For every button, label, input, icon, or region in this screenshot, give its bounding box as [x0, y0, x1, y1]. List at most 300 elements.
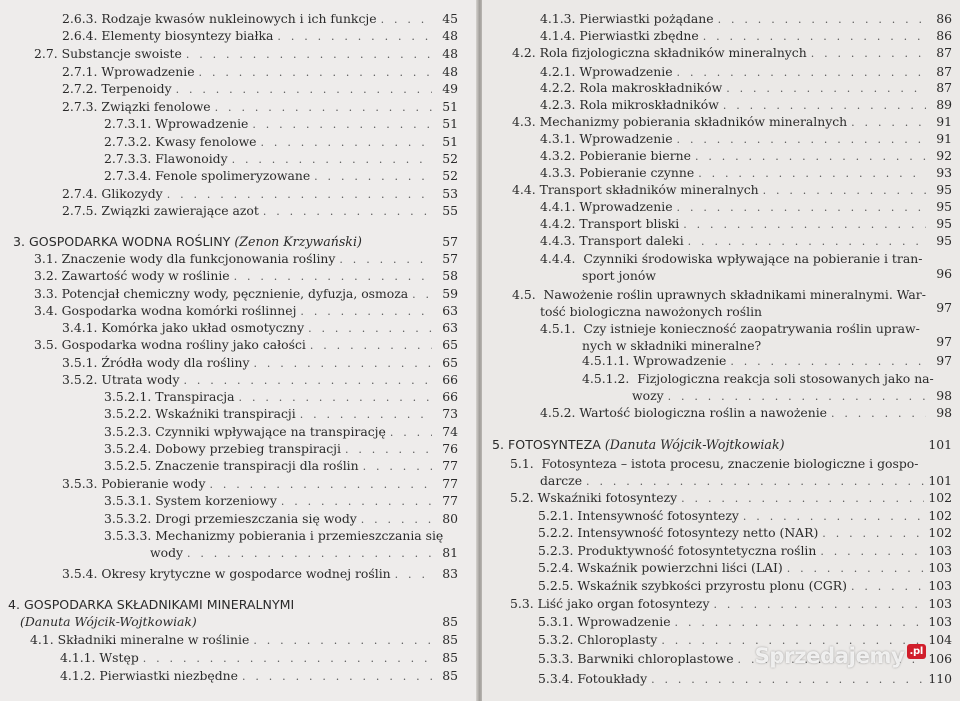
leader-dots — [183, 373, 432, 388]
entry-number: 4.2.1. — [540, 64, 576, 79]
entry-number: 3.4. — [34, 303, 58, 318]
watermark-badge: .pl — [907, 644, 927, 659]
entry-page: 103 — [928, 614, 952, 629]
chapter-author-line — [20, 614, 197, 629]
entry-number: 4.4.1. — [540, 199, 576, 214]
entry-page: 98 — [936, 405, 952, 420]
leader-dots — [412, 287, 432, 302]
toc-entry — [34, 337, 458, 353]
toc-entry — [62, 355, 458, 371]
entry-page: 87 — [936, 80, 952, 95]
entry-number: 3.1. — [34, 251, 58, 266]
entry-page: 73 — [442, 406, 458, 421]
entry-number: 2.7.4. — [62, 186, 98, 201]
entry-title: Pobieranie wody — [101, 476, 206, 491]
entry-number: 3.5.2. — [62, 372, 98, 387]
leader-dots — [199, 65, 432, 80]
toc-entry-continuation — [632, 388, 952, 404]
entry-number: 4.2.2. — [540, 80, 576, 95]
leader-dots — [713, 597, 924, 612]
entry-page: 52 — [442, 151, 458, 166]
toc-entry — [582, 371, 934, 386]
entry-page: 85 — [442, 650, 458, 665]
entry-number: 3.5.2.1. — [104, 389, 152, 404]
entry-title-cont: wozy — [632, 388, 664, 403]
entry-number: 5.2.3. — [538, 543, 574, 558]
entry-title: Transport składników mineralnych — [539, 182, 759, 197]
toc-entry — [104, 134, 458, 150]
entry-number: 4.3.3. — [540, 165, 576, 180]
entry-number: 5.3.1. — [538, 614, 574, 629]
entry-page: 51 — [442, 99, 458, 114]
entry-number: 3.5.3.1. — [104, 493, 152, 508]
entry-page: 65 — [442, 355, 458, 370]
entry-page: 85 — [442, 632, 458, 647]
leader-dots — [683, 217, 926, 232]
toc-entry — [104, 511, 458, 527]
toc-entry — [510, 596, 952, 612]
entry-page: 76 — [442, 441, 458, 456]
leader-dots — [677, 65, 926, 80]
entry-page: 92 — [936, 148, 952, 163]
toc-entry — [104, 441, 458, 457]
entry-page: 103 — [928, 560, 952, 575]
leader-dots — [820, 544, 924, 559]
toc-entry — [512, 45, 952, 61]
toc-entry — [34, 251, 458, 267]
entry-number: 2.7.3.2. — [104, 134, 152, 149]
leader-dots — [339, 252, 432, 267]
toc-entry — [104, 406, 458, 422]
chapter-author: (Danuta Wójcik-Wojtkowiak) — [20, 614, 197, 629]
leader-dots — [675, 615, 925, 630]
entry-title: Flawonoidy — [155, 151, 228, 166]
entry-page: 63 — [442, 303, 458, 318]
entry-page: 103 — [928, 578, 952, 593]
entry-title: Zawartość wody w roślinie — [61, 268, 230, 283]
leader-dots — [234, 269, 432, 284]
entry-page: 95 — [936, 216, 952, 231]
entry-number: 3.5.2.3. — [104, 424, 152, 439]
leader-dots — [718, 12, 926, 27]
chapter-heading — [13, 234, 362, 249]
toc-entry — [62, 99, 458, 115]
entry-title: Wprowadzenie — [579, 64, 673, 79]
leader-dots — [811, 46, 926, 61]
entry-page: 89 — [936, 97, 952, 112]
leader-dots — [261, 135, 432, 150]
toc-entry — [512, 114, 952, 130]
entry-title: Wprowadzenie — [577, 614, 671, 629]
entry-page: 55 — [442, 203, 458, 218]
leader-dots — [726, 81, 926, 96]
chapter-heading — [8, 597, 294, 612]
entry-number: 4.4.4. — [540, 251, 576, 266]
toc-entry — [34, 303, 458, 319]
entry-title: Wprowadzenie — [579, 131, 673, 146]
entry-number: 5.1. — [510, 456, 534, 471]
toc-entry — [538, 560, 952, 576]
leader-dots — [395, 567, 432, 582]
entry-title: Dobowy przebieg transpiracji — [155, 441, 341, 456]
entry-number: 4.5.1.1. — [582, 353, 630, 368]
entry-title: Fizjologiczna reakcja soli stosowanych jako na- — [637, 371, 934, 386]
entry-number: 4.1.1. — [60, 650, 96, 665]
entry-page: 91 — [936, 114, 952, 129]
entry-title: Pierwiastki zbędne — [579, 28, 699, 43]
toc-entry — [62, 81, 458, 97]
toc-entry — [34, 268, 458, 284]
entry-page: 45 — [442, 11, 458, 26]
entry-title-cont: wody — [150, 545, 183, 560]
entry-title: Gospodarka wodna komórki roślinnej — [61, 303, 297, 318]
entry-page: 51 — [442, 116, 458, 131]
chapter-number: 4. — [8, 597, 21, 612]
entry-page: 103 — [928, 543, 952, 558]
toc-entry — [62, 203, 458, 219]
entry-number: 2.7.3.3. — [104, 151, 152, 166]
entry-title: Pierwiastki niezbędne — [99, 668, 238, 683]
entry-title-cont: sport jonów — [582, 268, 656, 283]
entry-title: Produktywność fotosyntetyczna roślin — [577, 543, 817, 558]
toc-entry-continuation — [540, 473, 952, 489]
leader-dots — [345, 442, 432, 457]
leader-dots — [277, 29, 432, 44]
entry-number: 4.1. — [30, 632, 54, 647]
entry-page: 57 — [442, 234, 458, 249]
watermark-text: Sprzedajemy — [754, 644, 905, 668]
toc-entry — [510, 490, 952, 506]
toc-entry — [538, 525, 952, 541]
entry-page: 102 — [928, 490, 952, 505]
entry-title: Składniki mineralne w roślinie — [57, 632, 250, 647]
entry-title: Komórka jako układ osmotyczny — [101, 320, 305, 335]
entry-title: Związki fenolowe — [101, 99, 211, 114]
entry-number: 4.1.4. — [540, 28, 576, 43]
leader-dots — [677, 200, 926, 215]
toc-entry — [62, 28, 458, 44]
leader-dots — [390, 425, 432, 440]
entry-number: 5.3.3. — [538, 651, 574, 666]
entry-title: Wprowadzenie — [579, 199, 673, 214]
entry-title: Okresy krytyczne w gospodarce wodnej roślin — [101, 566, 391, 581]
toc-entry — [512, 182, 952, 198]
entry-title: Znaczenie transpiracji dla roślin — [155, 458, 359, 473]
entry-page: 101 — [928, 473, 952, 488]
entry-number: 4.5.2. — [540, 405, 576, 420]
leader-dots — [186, 47, 432, 62]
toc-entry-continuation — [582, 268, 656, 283]
leader-dots — [232, 152, 432, 167]
leader-dots — [167, 187, 432, 202]
entry-number: 2.7.1. — [62, 64, 98, 79]
entry-page: 48 — [442, 46, 458, 61]
entry-page: 95 — [936, 199, 952, 214]
entry-number: 5.3.2. — [538, 632, 574, 647]
toc-entry — [104, 389, 458, 405]
toc-entry — [540, 216, 952, 232]
toc-entry — [540, 131, 952, 147]
leader-dots — [668, 389, 926, 404]
chapter-title: FOTOSYNTEZA — [508, 437, 601, 452]
entry-page: 98 — [936, 388, 952, 403]
entry-title: Fenole spolimeryzowane — [155, 168, 311, 183]
entry-page: 110 — [928, 671, 952, 686]
toc-entry — [582, 353, 952, 369]
entry-number: 3.5.2.5. — [104, 458, 152, 473]
entry-number: 3.4.1. — [62, 320, 98, 335]
toc-entry — [510, 456, 918, 471]
entry-title: Wskaźnik powierzchni liści (LAI) — [577, 560, 783, 575]
toc-entry — [538, 508, 952, 524]
entry-page: 85 — [442, 668, 458, 683]
entry-page: 97 — [936, 334, 952, 349]
leader-dots — [743, 509, 924, 524]
toc-entry — [540, 97, 952, 113]
entry-title: Rodzaje kwasów nukleinowych i ich funkcje — [101, 11, 377, 26]
entry-title: Czynniki wpływające na transpirację — [155, 424, 386, 439]
leader-dots — [831, 406, 926, 421]
leader-dots — [703, 29, 926, 44]
entry-page: 65 — [442, 337, 458, 352]
toc-entry — [62, 320, 458, 336]
entry-title: Nawożenie roślin uprawnych składnikami mineralnymi. War- — [543, 287, 926, 302]
toc-entry — [540, 199, 952, 215]
leader-dots — [253, 633, 432, 648]
leader-dots — [143, 651, 432, 666]
chapter-author: (Danuta Wójcik-Wojtkowiak) — [604, 437, 785, 452]
entry-title-cont: darcze — [540, 473, 583, 488]
leader-dots — [300, 304, 432, 319]
toc-entry — [104, 424, 458, 440]
toc-entry — [540, 321, 920, 336]
right-page — [482, 0, 960, 701]
entry-title: Gospodarka wodna rośliny jako całości — [61, 337, 306, 352]
entry-page: 86 — [936, 11, 952, 26]
entry-number: 3.5.4. — [62, 566, 98, 581]
entry-number: 2.7.2. — [62, 81, 98, 96]
entry-number: 4.4.2. — [540, 216, 576, 231]
entry-title: Fotoukłady — [577, 671, 648, 686]
entry-title: Mechanizmy pobierania składników mineralnych — [539, 114, 848, 129]
entry-page: 51 — [442, 134, 458, 149]
toc-entry — [512, 287, 926, 302]
entry-number: 4.5.1. — [540, 321, 576, 336]
entry-page: 103 — [928, 596, 952, 611]
entry-page: 48 — [442, 28, 458, 43]
entry-page: 86 — [936, 28, 952, 43]
entry-page: 101 — [928, 437, 952, 452]
toc-entry — [62, 476, 458, 492]
entry-number: 2.7.3.1. — [104, 116, 152, 131]
leader-dots — [263, 204, 432, 219]
toc-entry — [540, 233, 952, 249]
entry-number: 3.5.3.3. — [104, 528, 152, 543]
entry-number: 5.3.4. — [538, 671, 574, 686]
entry-page: 52 — [442, 168, 458, 183]
entry-page: 104 — [928, 632, 952, 647]
entry-title: Znaczenie wody dla funkcjonowania rośliny — [61, 251, 336, 266]
entry-title: Pobieranie bierne — [579, 148, 691, 163]
chapter-number: 3. — [13, 234, 26, 249]
entry-title: Utrata wody — [101, 372, 180, 387]
toc-entry — [104, 168, 458, 184]
entry-page: 102 — [928, 508, 952, 523]
leader-dots — [281, 494, 432, 509]
entry-page: 74 — [442, 424, 458, 439]
entry-title: Elementy biosyntezy białka — [101, 28, 274, 43]
entry-number: 5.2.4. — [538, 560, 574, 575]
leader-dots — [254, 356, 433, 371]
toc-entry — [540, 165, 952, 181]
entry-number: 4.3. — [512, 114, 536, 129]
toc-entry — [34, 286, 458, 302]
toc-entry — [538, 578, 952, 594]
entry-title: System korzeniowy — [155, 493, 277, 508]
entry-number: 2.6.3. — [62, 11, 98, 26]
toc-entry — [540, 80, 952, 96]
leader-dots — [677, 132, 926, 147]
entry-title: Barwniki chloroplastowe — [577, 651, 734, 666]
entry-title: Liść jako organ fotosyntezy — [537, 596, 710, 611]
toc-entry — [104, 493, 458, 509]
entry-number: 4.3.2. — [540, 148, 576, 163]
entry-number: 2.6.4. — [62, 28, 98, 43]
entry-number: 4.4. — [512, 182, 536, 197]
leader-dots — [787, 561, 925, 576]
entry-title: Fotosynteza – istota procesu, znaczenie biologiczne i gospo- — [541, 456, 919, 471]
toc-entry — [60, 650, 458, 666]
entry-title: Drogi przemieszczania się wody — [155, 511, 357, 526]
entry-title: Wskaźnik szybkości przyrostu plonu (CGR) — [577, 578, 847, 593]
leader-dots — [851, 579, 924, 594]
toc-entry — [104, 458, 458, 474]
entry-page: 49 — [442, 81, 458, 96]
toc-entry — [104, 528, 443, 543]
entry-page: 87 — [936, 64, 952, 79]
entry-number: 4.3.1. — [540, 131, 576, 146]
entry-title-cont: nych w składniki mineralne? — [582, 338, 762, 353]
leader-dots — [187, 546, 432, 561]
entry-page: 97 — [936, 300, 952, 315]
toc-entry — [104, 116, 458, 132]
entry-number: 4.1.3. — [540, 11, 576, 26]
entry-title: Transpiracja — [155, 389, 235, 404]
entry-title: Czynniki środowiska wpływające na pobieranie i tran- — [583, 251, 923, 266]
leader-dots — [651, 672, 924, 687]
toc-entry — [62, 11, 458, 27]
entry-page: 95 — [936, 233, 952, 248]
watermark-logo — [755, 644, 926, 668]
entry-number: 3.5.2.4. — [104, 441, 152, 456]
entry-number: 2.7.5. — [62, 203, 98, 218]
entry-number: 3.5.1. — [62, 355, 98, 370]
leader-dots — [242, 669, 432, 684]
leader-dots — [363, 459, 432, 474]
entry-title: Wskaźniki fotosyntezy — [537, 490, 678, 505]
entry-title: Rola makroskładników — [579, 80, 723, 95]
toc-entry — [540, 11, 952, 27]
entry-title: Mechanizmy pobierania i przemieszczania się — [155, 528, 444, 543]
leader-dots — [252, 117, 432, 132]
entry-number: 4.4.3. — [540, 233, 576, 248]
toc-entry — [540, 64, 952, 80]
entry-number: 4.5.1.2. — [582, 371, 630, 386]
entry-page: 63 — [442, 320, 458, 335]
entry-title: Związki zawierające azot — [101, 203, 259, 218]
entry-page: 57 — [442, 251, 458, 266]
leader-dots — [310, 338, 432, 353]
toc-entry — [62, 566, 458, 582]
entry-title: Potencjał chemiczny wody, pęcznienie, dyfuzja, osmoza — [61, 286, 409, 301]
entry-title: Wprowadzenie — [155, 116, 249, 131]
entry-number: 5.2.1. — [538, 508, 574, 523]
leader-dots — [695, 149, 926, 164]
entry-title: Pierwiastki pożądane — [579, 11, 714, 26]
entry-page: 81 — [442, 545, 458, 560]
leader-dots — [308, 321, 432, 336]
toc-entry — [34, 46, 458, 62]
entry-title: Rola mikroskładników — [579, 97, 719, 112]
entry-page: 95 — [936, 182, 952, 197]
entry-page: 106 — [928, 651, 952, 666]
left-page — [0, 0, 478, 701]
entry-title: Substancje swoiste — [61, 46, 182, 61]
entry-number: 5.2. — [510, 490, 534, 505]
entry-title: Rola fizjologiczna składników mineralnych — [539, 45, 807, 60]
entry-title: Intensywność fotosyntezy netto (NAR) — [577, 525, 819, 540]
entry-number: 4.5. — [512, 287, 536, 302]
chapter-title: GOSPODARKA WODNA ROŚLINY — [29, 234, 231, 249]
entry-number: 4.1.2. — [60, 668, 96, 683]
leader-dots — [176, 82, 432, 97]
entry-page: 96 — [936, 266, 952, 281]
entry-page: 77 — [442, 493, 458, 508]
entry-page: 87 — [936, 45, 952, 60]
toc-entry — [538, 614, 952, 630]
entry-number: 3.3. — [34, 286, 58, 301]
toc-entry — [540, 28, 952, 44]
entry-title: Czy istnieje konieczność zaopatrywania roślin upraw- — [583, 321, 920, 336]
leader-dots — [730, 354, 926, 369]
chapter-author: (Zenon Krzywański) — [234, 234, 362, 249]
entry-page: 93 — [936, 165, 952, 180]
toc-entry — [538, 671, 952, 687]
entry-title: Wstęp — [99, 650, 139, 665]
entry-page: 77 — [442, 458, 458, 473]
entry-title: Chloroplasty — [577, 632, 658, 647]
entry-number: 4.2.3. — [540, 97, 576, 112]
entry-number: 3.5. — [34, 337, 58, 352]
entry-number: 5.2.2. — [538, 525, 574, 540]
entry-title: Wprowadzenie — [633, 353, 727, 368]
leader-dots — [361, 512, 432, 527]
entry-title: Wprowadzenie — [101, 64, 195, 79]
leader-dots — [381, 12, 432, 27]
entry-page: 80 — [442, 511, 458, 526]
entry-page: 59 — [442, 286, 458, 301]
entry-number: 5.2.5. — [538, 578, 574, 593]
toc-entry — [538, 543, 952, 559]
entry-title: Pobieranie czynne — [579, 165, 695, 180]
entry-title: Źródła wody dla rośliny — [101, 355, 250, 370]
entry-page: 48 — [442, 64, 458, 79]
entry-title: Terpenoidy — [101, 81, 172, 96]
toc-entry-continuation — [582, 338, 761, 353]
toc-entry — [540, 251, 922, 266]
entry-title: Wskaźniki transpiracji — [155, 406, 296, 421]
leader-dots — [314, 169, 432, 184]
